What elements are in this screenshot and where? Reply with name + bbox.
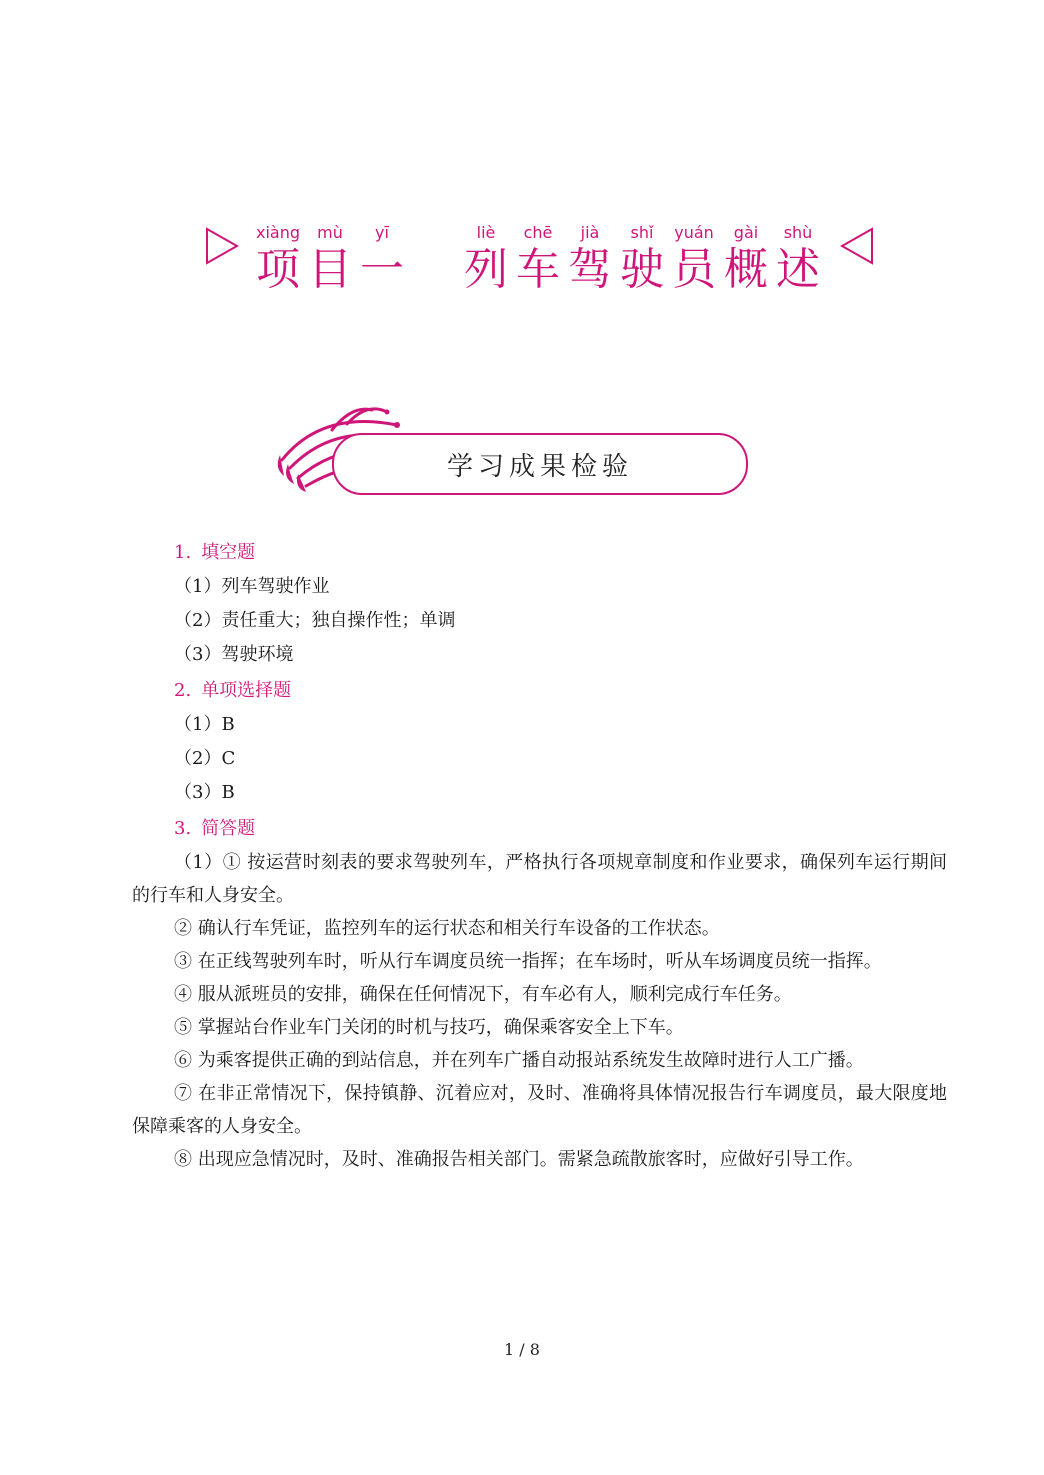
answer-item: （1）列车驾驶作业: [174, 576, 330, 597]
title-char: yī 一: [360, 223, 404, 295]
title-char: shù 述: [776, 223, 820, 295]
title-char: gài 概: [724, 223, 768, 295]
title-part-1: [252, 222, 408, 296]
chapter-title: [0, 222, 1044, 312]
answer-item: （3）驾驶环境: [174, 644, 294, 665]
triangle-right-icon: [205, 227, 239, 265]
title-part-2: [460, 222, 824, 296]
banner-title: 学习成果检验: [446, 451, 633, 482]
answer-paragraph: ② 确认行车凭证，监控列车的运行状态和相关行车设备的工作状态。: [174, 918, 720, 939]
title-char: jià 驾: [568, 223, 612, 295]
page-number: 1 / 8: [504, 1340, 540, 1359]
section-heading-fill-blank: 1. 填空题: [174, 542, 256, 563]
triangle-left-icon: [840, 227, 874, 265]
answer-item: （2）责任重大；独自操作性；单调: [174, 610, 456, 631]
answer-item: （3）B: [174, 782, 235, 803]
title-char: mù 目: [308, 223, 352, 295]
section-heading-short-answer: 3. 简答题: [174, 818, 256, 839]
section-heading-single-choice: 2. 单项选择题: [174, 680, 292, 701]
answer-item: （1）B: [174, 714, 235, 735]
title-char: shǐ 驶: [620, 223, 664, 295]
answer-paragraph: ⑦ 在非正常情况下，保持镇静、沉着应对，及时、准确将具体情况报告行车调度员，最大限度地保障乘客的人身安全。: [132, 1083, 947, 1137]
answer-item: （2）C: [174, 748, 236, 769]
answer-paragraph: ④ 服从派班员的安排，确保在任何情况下，有车必有人，顺利完成行车任务。: [174, 984, 792, 1005]
answer-paragraph: ⑤ 掌握站台作业车门关闭的时机与技巧，确保乘客安全上下车。: [174, 1017, 684, 1038]
answer-paragraph: ③ 在正线驾驶列车时，听从行车调度员统一指挥；在车场时，听从车场调度员统一指挥。: [174, 951, 882, 972]
answer-paragraph: ⑥ 为乘客提供正确的到站信息，并在列车广播自动报站系统发生故障时进行人工广播。: [174, 1050, 864, 1071]
title-char: xiàng 项: [255, 223, 300, 295]
answer-paragraph: （1）① 按运营时刻表的要求驾驶列车，严格执行各项规章制度和作业要求，确保列车运行期间的行车和人身安全。: [132, 852, 947, 906]
title-char: chē 车: [516, 223, 560, 295]
answer-paragraph: ⑧ 出现应急情况时，及时、准确报告相关部门。需紧急疏散旅客时，应做好引导工作。: [174, 1149, 864, 1170]
title-char: liè 列: [464, 223, 508, 295]
title-char: yuán 员: [672, 223, 716, 295]
section-banner: [272, 400, 752, 500]
answers-content: [132, 536, 947, 1176]
